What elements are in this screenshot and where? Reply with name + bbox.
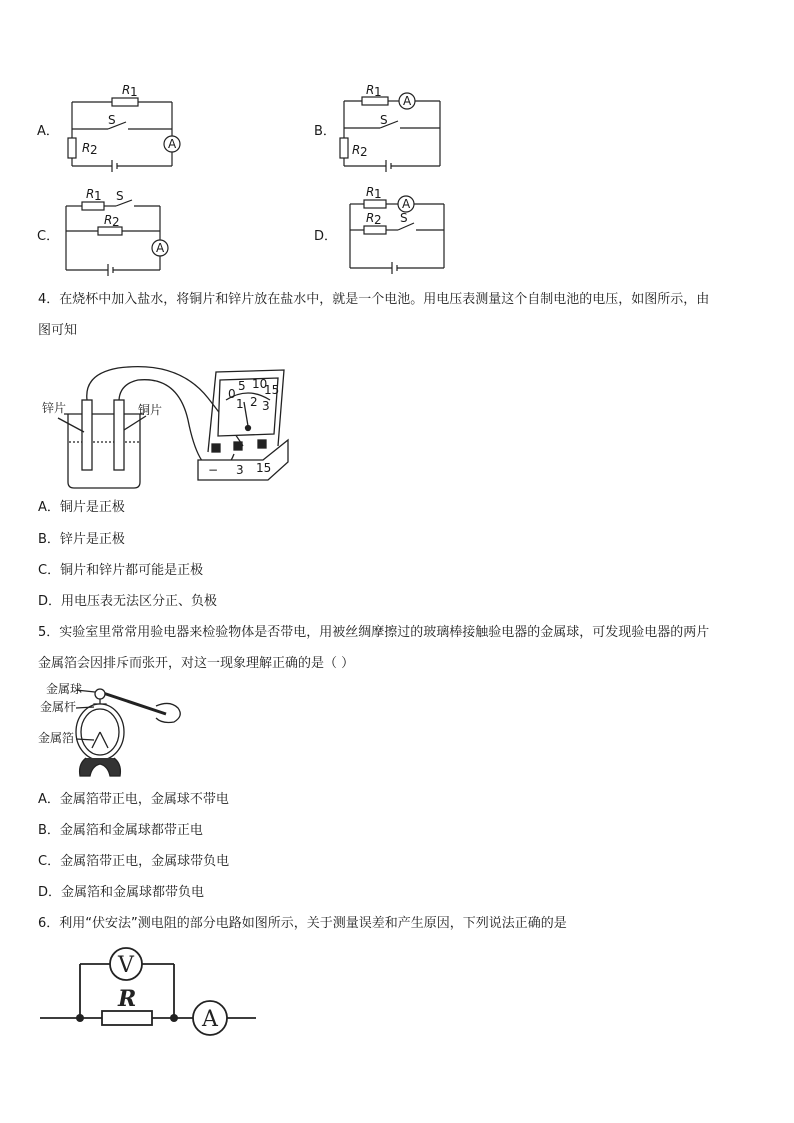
q3a-r2-label: R — [82, 141, 91, 155]
q4-terminal-3: 3 — [236, 463, 244, 477]
q5-foil-label: 金属箔 — [38, 731, 75, 745]
q3b-r1-label: R — [366, 84, 375, 97]
q4-option-b[interactable]: B．锌片是正极 — [38, 532, 125, 547]
q3b-r2-sub: 2 — [360, 145, 368, 159]
q5-option-c[interactable]: C．金属箔带正电，金属球带负电 — [38, 854, 230, 869]
q3d-r1-label: R — [366, 186, 375, 199]
q4-terminal-15: 15 — [256, 461, 272, 475]
q3-circuit-c — [60, 188, 180, 278]
q3-option-b-label[interactable]: B． — [314, 124, 336, 139]
q4-scale-2: 2 — [250, 395, 258, 409]
q3d-switch-label: S — [400, 211, 408, 225]
q3a-switch-label: S — [108, 113, 116, 127]
q5-stem-line2: 金属箔会因排斥而张开，对这一现象理解正确的是（ ） — [38, 656, 355, 671]
q3c-switch-label: S — [116, 189, 124, 203]
q5-option-d[interactable]: D．金属箔和金属球都带负电 — [38, 885, 205, 900]
q4-stem-line1: 4．在烧杯中加入盐水，将铜片和锌片放在盐水中，就是一个电池。用电压表测量这个自制电池的电压，如图所示，由 — [38, 292, 710, 307]
q3b-switch-label: S — [380, 113, 388, 127]
q3c-r1-sub: 1 — [94, 189, 102, 203]
q3c-ammeter-label: A — [156, 241, 165, 255]
q3a-r1-label: R — [122, 84, 131, 97]
q3d-r2-label: R — [366, 211, 375, 225]
q3-circuit-b — [336, 84, 456, 174]
q3a-r2-sub: 2 — [90, 143, 98, 157]
q3-option-c-label[interactable]: C． — [37, 229, 60, 244]
q3-circuit-d — [342, 186, 452, 276]
q4-scale-5: 5 — [238, 379, 246, 393]
q3a-r1-sub: 1 — [130, 85, 138, 99]
q6-voltmeter-label: V — [118, 953, 134, 978]
q4-scale-0: 0 — [228, 387, 236, 401]
q5-ball-label: 金属球 — [46, 682, 83, 696]
q4-stem-line2: 图可知 — [38, 323, 78, 338]
q6-voltammeter-circuit — [36, 944, 260, 1040]
q4-scale-15: 15 — [264, 383, 280, 397]
q4-copper-label: 铜片 — [138, 403, 163, 417]
q3c-r2-label: R — [104, 213, 113, 227]
q3b-r2-label: R — [352, 143, 361, 157]
q3d-ammeter-label: A — [402, 197, 411, 211]
q6-resistor-label: R — [118, 986, 137, 1012]
q6-ammeter-label: A — [202, 1007, 218, 1032]
q4-scale-3: 3 — [262, 399, 270, 413]
q5-stem-line1: 5．实验室里常常用验电器来检验物体是否带电，用被丝绸摩擦过的玻璃棒接触验电器的金属球，可发现验电器的两片 — [38, 625, 710, 640]
q3d-r2-sub: 2 — [374, 213, 382, 227]
q6-stem-line1: 6．利用“伏安法”测电阻的部分电路如图所示，关于测量误差和产生原因，下列说法正确的是 — [38, 916, 567, 931]
q4-scale-10: 10 — [252, 377, 268, 391]
q4-option-a[interactable]: A．铜片是正极 — [38, 500, 125, 515]
q3-option-a-label[interactable]: A． — [37, 124, 59, 139]
q3c-r2-sub: 2 — [112, 215, 120, 229]
q3c-r1-label: R — [86, 188, 95, 201]
q3a-ammeter-label: A — [168, 137, 177, 151]
q4-option-d[interactable]: D．用电压表无法区分正、负极 — [38, 594, 218, 609]
q4-terminal-minus: − — [208, 463, 219, 477]
q3d-r1-sub: 1 — [374, 187, 382, 201]
q3-circuit-a — [60, 84, 190, 174]
q3b-ammeter-label: A — [403, 94, 412, 108]
q5-electroscope-figure — [38, 680, 188, 780]
q3-option-d-label[interactable]: D． — [314, 229, 338, 244]
q5-rod-label: 金属杆 — [40, 700, 77, 714]
q4-zinc-label: 锌片 — [42, 401, 67, 415]
q5-option-a[interactable]: A．金属箔带正电，金属球不带电 — [38, 792, 229, 807]
q3b-r1-sub: 1 — [374, 85, 382, 99]
q5-option-b[interactable]: B．金属箔和金属球都带正电 — [38, 823, 203, 838]
q4-option-c[interactable]: C．铜片和锌片都可能是正极 — [38, 563, 204, 578]
q4-battery-voltmeter-figure — [38, 350, 300, 492]
q4-scale-1: 1 — [236, 397, 244, 411]
